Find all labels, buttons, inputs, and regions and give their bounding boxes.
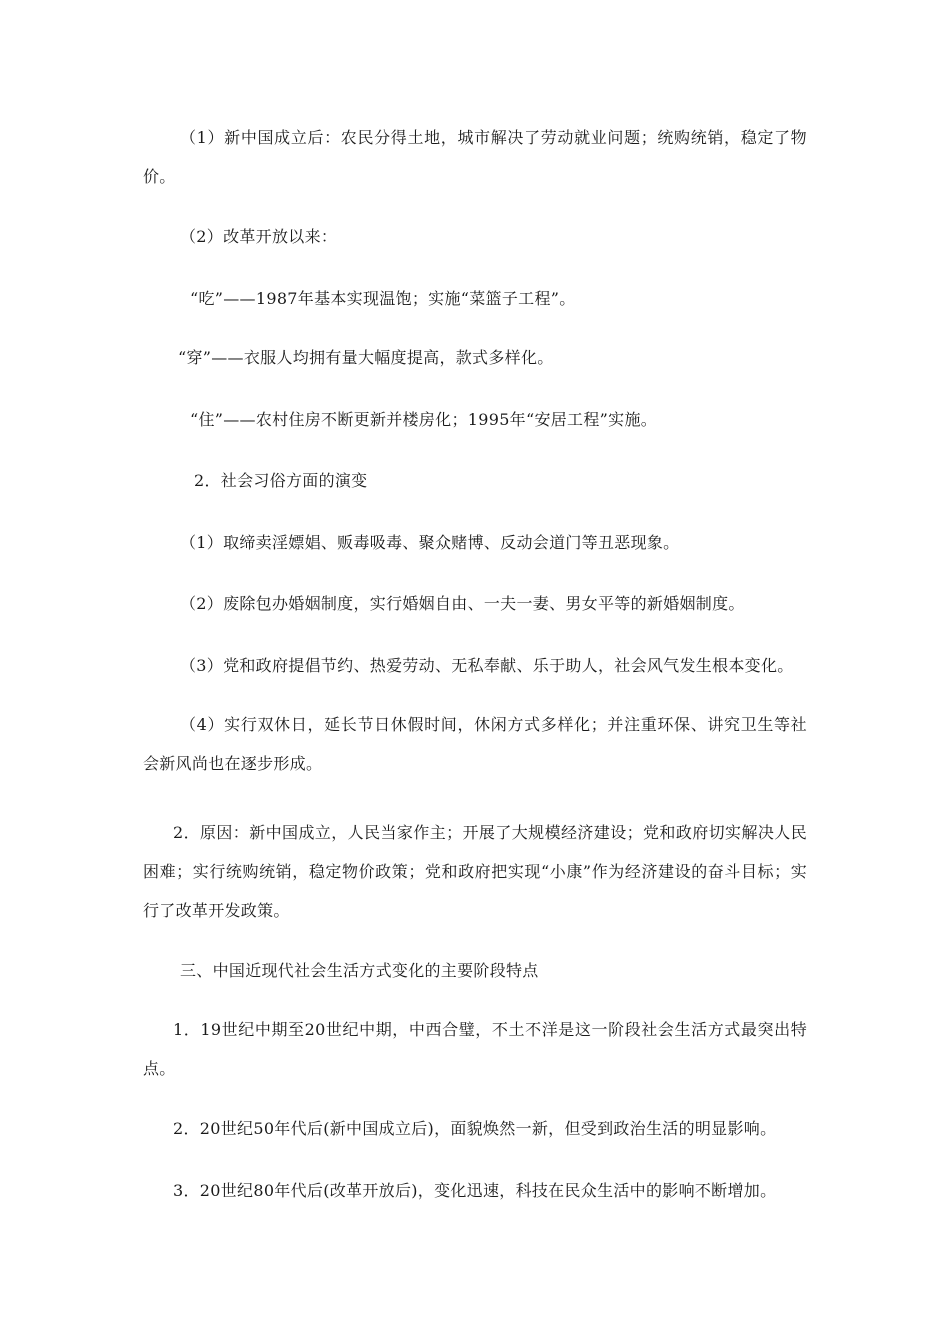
paragraph-10: （4）实行双休日，延长节日休假时间，休闲方式多样化；并注重环保、讲究卫生等社会新风尚也在逐步形成。	[143, 715, 807, 773]
paragraph-stage-2: 2．20世纪50年代后(新中国成立后)，面貌焕然一新，但受到政治生活的明显影响。	[173, 1119, 777, 1138]
paragraph-3: “吃”——1987年基本实现温饱；实施“菜篮子工程”。	[190, 289, 576, 308]
paragraph-9: （3）党和政府提倡节约、热爱劳动、无私奉献、乐于助人，社会风气发生根本变化。	[180, 656, 794, 675]
section-heading-customs: 2．社会习俗方面的演变	[194, 471, 368, 490]
paragraph-stage-3: 3．20世纪80年代后(改革开放后)，变化迅速，科技在民众生活中的影响不断增加。	[173, 1181, 777, 1200]
paragraph-5: “住”——农村住房不断更新并楼房化；1995年“安居工程”实施。	[190, 410, 658, 429]
paragraph-7: （1）取缔卖淫嫖娼、贩毒吸毒、聚众赌博、反动会道门等丑恶现象。	[180, 533, 680, 552]
paragraph-stage-1: 1．19世纪中期至20世纪中期，中西合璧，不土不洋是这一阶段社会生活方式最突出特点。	[143, 1020, 807, 1078]
paragraph-reasons: 2．原因：新中国成立，人民当家作主；开展了大规模经济建设；党和政府切实解决人民困难；实行统购统销，稳定物价政策；党和政府把实现“小康”作为经济建设的奋斗目标；实行了改革开发政策。	[143, 823, 807, 920]
section-heading-3: 三、中国近现代社会生活方式变化的主要阶段特点	[180, 961, 539, 980]
paragraph-8: （2）废除包办婚姻制度，实行婚姻自由、一夫一妻、男女平等的新婚姻制度。	[180, 594, 745, 613]
paragraph-4: “穿”——衣服人均拥有量大幅度提高，款式多样化。	[178, 348, 554, 367]
paragraph-2: （2）改革开放以来：	[180, 227, 338, 246]
paragraph-1: （1）新中国成立后：农民分得土地，城市解决了劳动就业问题；统购统销，稳定了物价。	[143, 128, 807, 186]
